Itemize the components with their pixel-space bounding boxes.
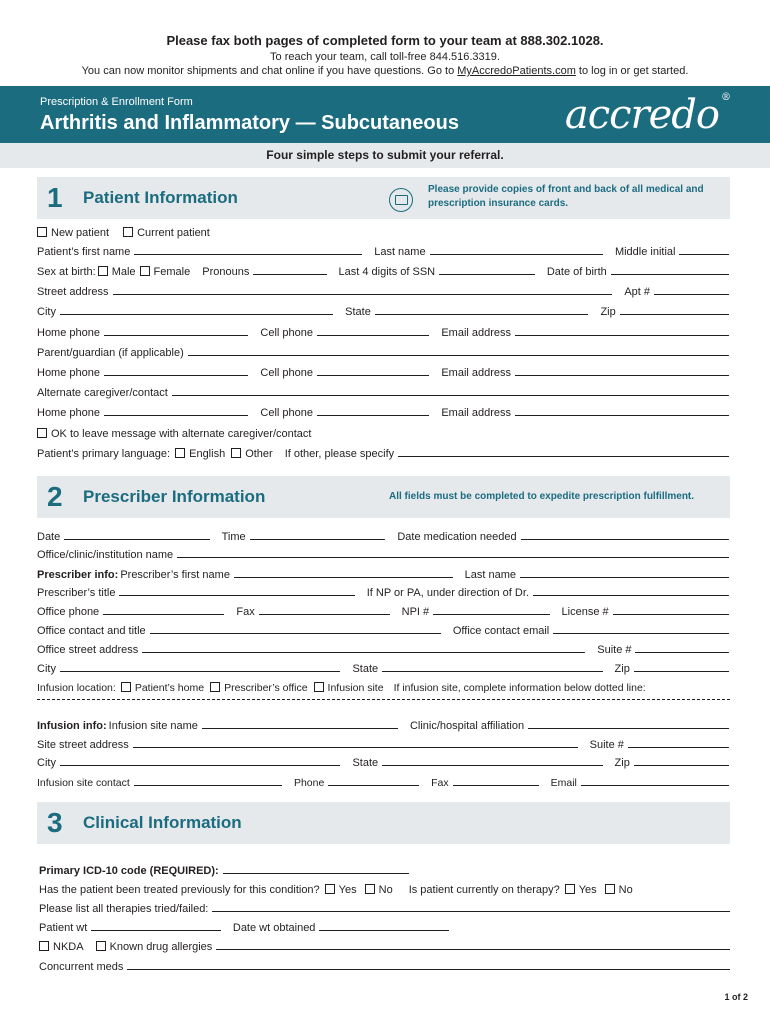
- section-1-header: [37, 177, 730, 219]
- clinic-affiliation-field[interactable]: [528, 728, 729, 729]
- alternate-home-phone-field[interactable]: [104, 415, 248, 416]
- parent-email-field[interactable]: [515, 375, 729, 376]
- treated-row: Has the patient been treated previously for this condition? Yes No Is patient currently on therapy? Yes No: [39, 884, 633, 896]
- portal-line: You can now monitor shipments and chat online if you have questions. Go to MyAccredoPatients.com to log in or get started.: [81, 65, 689, 77]
- office-city-row: City State Zip: [37, 659, 729, 675]
- allergies-checkbox[interactable]: [96, 941, 106, 951]
- parent-phone-row: Home phone Cell phone Email address: [37, 363, 729, 379]
- icd-code-field[interactable]: [223, 873, 409, 874]
- page-number: 1 of 2: [724, 992, 748, 1002]
- alternate-phone-row: Home phone Cell phone Email address: [37, 403, 729, 419]
- site-contact-field[interactable]: [134, 785, 282, 786]
- other-language-checkbox[interactable]: [231, 448, 241, 458]
- treated-yes-checkbox[interactable]: [325, 884, 335, 894]
- english-checkbox[interactable]: [175, 448, 185, 458]
- therapies-row: Please list all therapies tried/failed:: [39, 899, 730, 915]
- office-street-field[interactable]: [142, 652, 585, 653]
- date-medication-field[interactable]: [521, 539, 729, 540]
- form-title: Arthritis and Inflammatory — Subcutaneous: [40, 112, 459, 134]
- portal-link[interactable]: MyAccredoPatients.com: [457, 65, 576, 77]
- ok-message-checkbox[interactable]: [37, 428, 47, 438]
- parent-cell-phone-field[interactable]: [317, 375, 429, 376]
- steps-banner: Four simple steps to submit your referral.: [0, 143, 770, 168]
- office-city-field[interactable]: [60, 671, 341, 672]
- site-fax-field[interactable]: [453, 785, 539, 786]
- site-email-field[interactable]: [581, 785, 729, 786]
- icd-row: Primary ICD-10 code (REQUIRED):: [39, 861, 409, 877]
- office-name-field[interactable]: [177, 557, 729, 558]
- office-contact-row: Office contact and title Office contact email: [37, 621, 729, 637]
- male-checkbox[interactable]: [98, 266, 108, 276]
- patient-email-field[interactable]: [515, 335, 729, 336]
- parent-row: Parent/guardian (if applicable): [37, 343, 729, 359]
- alternate-contact-field[interactable]: [172, 395, 729, 396]
- section-2-title: Prescriber Information: [83, 487, 266, 506]
- patient-home-phone-field[interactable]: [104, 335, 248, 336]
- license-field[interactable]: [613, 614, 729, 615]
- site-city-field[interactable]: [60, 765, 341, 766]
- site-address-row: Site street address Suite #: [37, 735, 729, 751]
- other-language-field[interactable]: [398, 456, 729, 457]
- fax-instruction: Please fax both pages of completed form to your team at 888.302.1028.: [166, 33, 604, 48]
- patient-street-field[interactable]: [113, 294, 613, 295]
- office-fax-field[interactable]: [259, 614, 390, 615]
- site-street-field[interactable]: [133, 747, 578, 748]
- treated-no-checkbox[interactable]: [365, 884, 375, 894]
- dotted-divider: [37, 699, 730, 700]
- form-subtitle: Prescription & Enrollment Form: [40, 96, 193, 108]
- insurance-card-icon: [389, 188, 413, 212]
- accredo-logo: accredo ®: [564, 92, 730, 138]
- site-state-field[interactable]: [382, 765, 602, 766]
- office-suite-field[interactable]: [635, 652, 729, 653]
- weight-row: Patient wt Date wt obtained: [39, 918, 449, 934]
- allergies-field[interactable]: [216, 949, 730, 950]
- patient-cell-phone-field[interactable]: [317, 335, 429, 336]
- patient-zip-field[interactable]: [620, 314, 729, 315]
- therapy-yes-checkbox[interactable]: [565, 884, 575, 894]
- parent-guardian-field[interactable]: [188, 355, 729, 356]
- infusion-site-row: Infusion info: Infusion site name Clinic/hospital affiliation: [37, 716, 729, 732]
- site-zip-field[interactable]: [634, 765, 729, 766]
- ssn-field[interactable]: [439, 274, 535, 275]
- infusion-site-checkbox[interactable]: [314, 682, 324, 692]
- office-state-field[interactable]: [382, 671, 602, 672]
- section-3-title: Clinical Information: [83, 813, 242, 832]
- ok-message-row: OK to leave message with alternate caregiver/contact: [37, 424, 729, 440]
- insurance-note: Please provide copies of front and back of all medical and prescription insurance cards.: [428, 184, 704, 209]
- fax-notice: [0, 33, 770, 78]
- office-zip-field[interactable]: [634, 671, 729, 672]
- patient-address-row: Street address Apt #: [37, 282, 729, 298]
- site-contact-row: Infusion site contact Phone Fax Email: [37, 773, 729, 789]
- patient-phone-row: Home phone Cell phone Email address: [37, 323, 729, 339]
- patient-state-field[interactable]: [375, 314, 589, 315]
- patients-home-checkbox[interactable]: [121, 682, 131, 692]
- time-field[interactable]: [250, 539, 386, 540]
- patient-first-name-field[interactable]: [134, 254, 362, 255]
- new-patient-checkbox[interactable]: [37, 227, 47, 237]
- allergies-row: NKDA Known drug allergies: [39, 937, 730, 953]
- infusion-location-row: Infusion location: Patient’s home Prescriber’s office Infusion site If infusion site, complete information below dotted line:: [37, 682, 646, 694]
- section-2-number: 2: [47, 481, 63, 512]
- current-patient-checkbox[interactable]: [123, 227, 133, 237]
- nkda-checkbox[interactable]: [39, 941, 49, 951]
- patient-weight-field[interactable]: [91, 930, 221, 931]
- prescriber-first-name-field[interactable]: [234, 577, 453, 578]
- office-name-row: Office/clinic/institution name: [37, 545, 729, 561]
- date-field[interactable]: [64, 539, 209, 540]
- concurrent-meds-field[interactable]: [127, 969, 730, 970]
- supervising-dr-field[interactable]: [533, 595, 729, 596]
- section-1-title: Patient Information: [83, 188, 238, 207]
- site-city-row: City State Zip: [37, 753, 729, 769]
- therapy-no-checkbox[interactable]: [605, 884, 615, 894]
- patient-city-row: City State Zip: [37, 302, 729, 318]
- date-row: Date Time Date medication needed: [37, 527, 729, 543]
- toll-free-line: To reach your team, call toll-free 844.516.3319.: [270, 51, 500, 63]
- prescriber-title-field[interactable]: [119, 595, 354, 596]
- site-phone-field[interactable]: [328, 785, 419, 786]
- office-phone-row: Office phone Fax NPI # License #: [37, 602, 729, 618]
- sex-row: Sex at birth: Male Female Pronouns Last 4 digits of SSN Date of birth: [37, 262, 729, 278]
- infusion-site-name-field[interactable]: [202, 728, 398, 729]
- office-contact-email-field[interactable]: [553, 633, 729, 634]
- therapies-field[interactable]: [212, 911, 730, 912]
- patient-apt-field[interactable]: [654, 294, 729, 295]
- section-3-number: 3: [47, 807, 63, 838]
- alternate-row: Alternate caregiver/contact: [37, 383, 729, 399]
- prescriber-note: All fields must be completed to expedite prescription fulfillment.: [389, 491, 695, 502]
- meds-row: Concurrent meds: [39, 957, 730, 973]
- patient-last-name-field[interactable]: [430, 254, 603, 255]
- weight-date-field[interactable]: [319, 930, 449, 931]
- dob-field[interactable]: [611, 274, 729, 275]
- office-contact-field[interactable]: [150, 633, 441, 634]
- prescriber-name-row: Prescriber info: Prescriber’s first name Last name: [37, 565, 729, 581]
- parent-home-phone-field[interactable]: [104, 375, 248, 376]
- section-1-number: 1: [47, 182, 63, 213]
- patient-middle-initial-field[interactable]: [679, 254, 729, 255]
- npi-field[interactable]: [433, 614, 549, 615]
- female-checkbox[interactable]: [140, 266, 150, 276]
- section-2-header: [37, 476, 730, 518]
- alternate-email-field[interactable]: [515, 415, 729, 416]
- office-address-row: Office street address Suite #: [37, 640, 729, 656]
- alternate-cell-phone-field[interactable]: [317, 415, 429, 416]
- site-suite-field[interactable]: [628, 747, 729, 748]
- patient-city-field[interactable]: [60, 314, 333, 315]
- pronouns-field[interactable]: [253, 274, 326, 275]
- prescribers-office-checkbox[interactable]: [210, 682, 220, 692]
- prescriber-title-row: Prescriber’s title If NP or PA, under direction of Dr.: [37, 583, 729, 599]
- patient-name-row: Patient’s first name Last name Middle initial: [37, 242, 729, 258]
- form-banner: [0, 86, 770, 143]
- office-phone-field[interactable]: [103, 614, 224, 615]
- section-3-header: [37, 802, 730, 844]
- patient-type-row: New patient Current patient: [37, 223, 729, 239]
- language-row: Patient’s primary language: English Other If other, please specify: [37, 444, 729, 460]
- prescriber-last-name-field[interactable]: [520, 577, 729, 578]
